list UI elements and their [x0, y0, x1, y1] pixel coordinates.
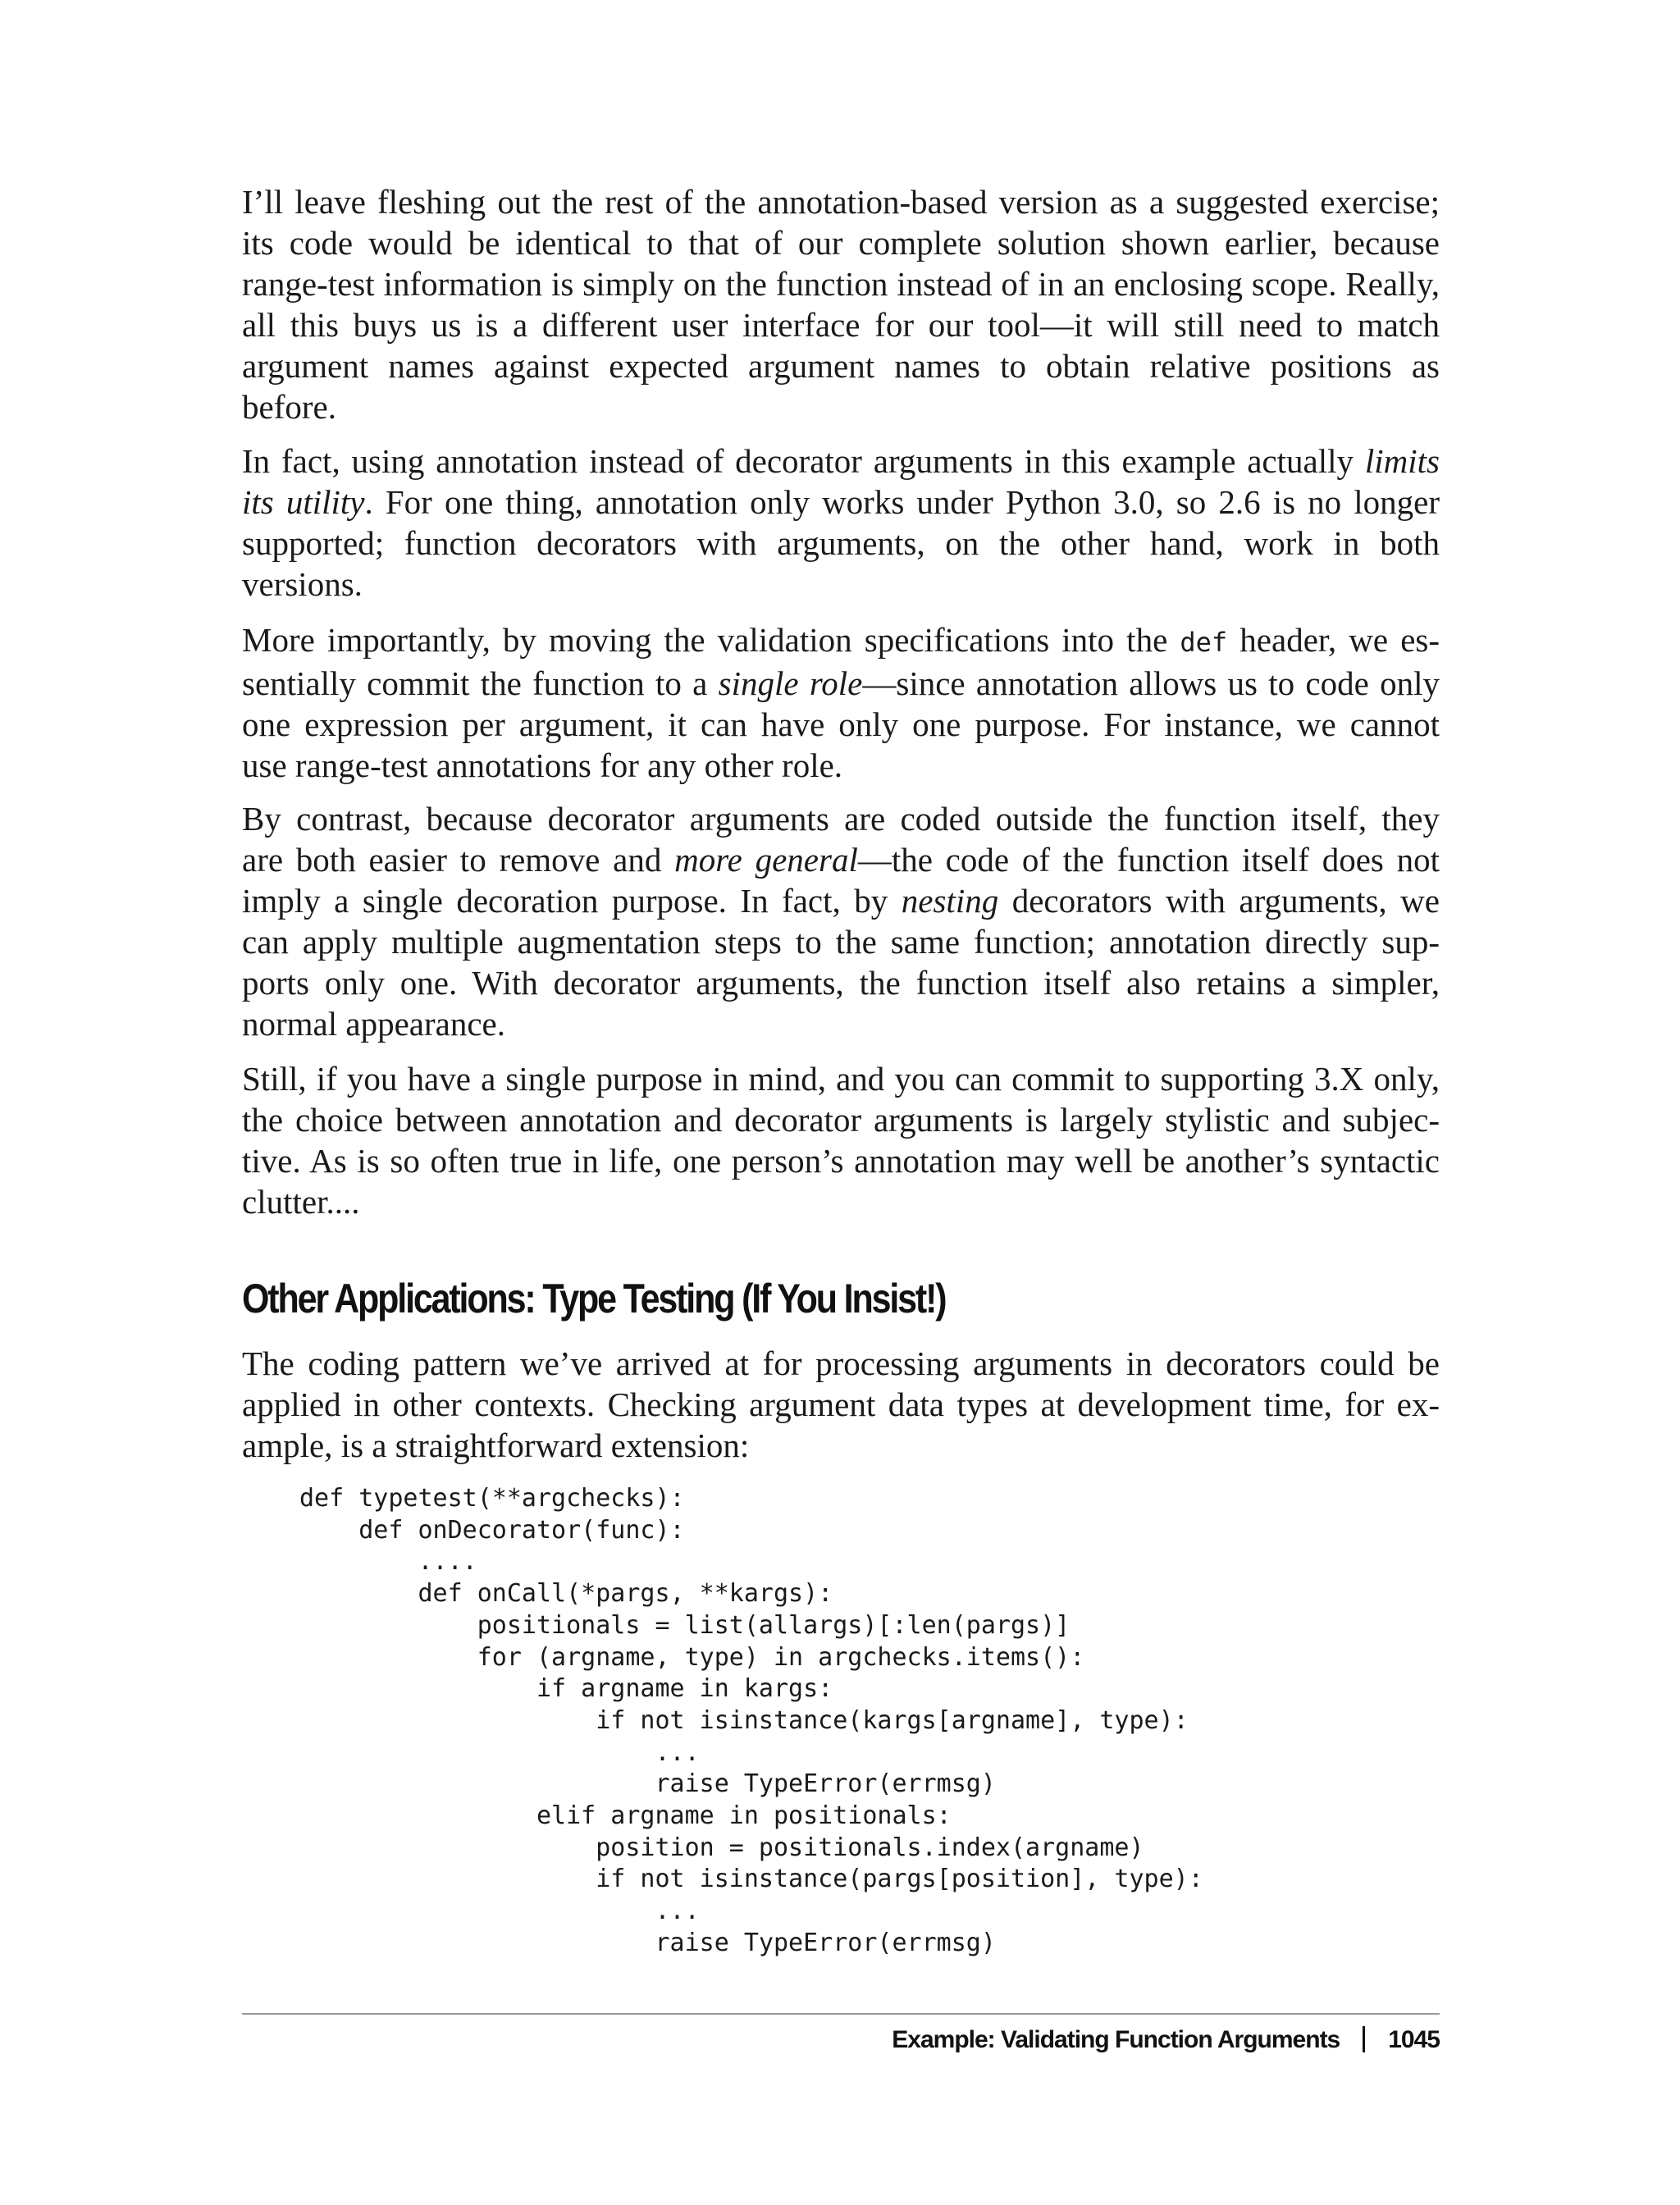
text-line: [242, 663, 1440, 704]
text-line: supported; function decorators with arguments, on the other hand, work in both: [242, 524, 1440, 562]
intro-paragraph: [242, 1343, 1440, 1466]
paragraph-3: [242, 619, 1440, 786]
running-section-title: Example: Validating Function Arguments: [892, 2026, 1340, 2053]
text-line: [242, 441, 1440, 482]
footer-rule: [242, 2013, 1440, 2015]
text-run: imply a single decoration purpose. In fact, by: [242, 882, 902, 920]
text-run: decorators with arguments, we: [998, 882, 1440, 920]
text-line: argument names against expected argument names to obtain relative positions as: [242, 347, 1440, 385]
text-line: range-test information is simply on the function instead of in an enclosing scope. Really,: [242, 265, 1440, 303]
emphasis-text: limits: [1364, 442, 1440, 480]
text-line: [242, 880, 1440, 921]
inline-code: def: [1180, 627, 1228, 658]
text-line: its code would be identical to that of our complete solution shown earlier, because: [242, 224, 1440, 262]
page-footer: [892, 2024, 1440, 2057]
code-line: elif argname in positionals:: [299, 1801, 952, 1831]
text-line: The coding pattern we’ve arrived at for processing arguments in decorators could be: [242, 1344, 1440, 1382]
section-heading: Other Applications: Type Testing (If You Insist!): [242, 1276, 946, 1322]
code-line: if not isinstance(pargs[position], type):: [299, 1865, 1203, 1894]
emphasis-text: its utility: [242, 483, 365, 521]
code-line: if argname in kargs:: [299, 1674, 833, 1704]
code-line: position = positionals.index(argname): [299, 1833, 1144, 1862]
text-line: [242, 839, 1440, 880]
text-run: In fact, using annotation instead of decorator arguments in this example actually: [242, 442, 1365, 480]
code-line: def typetest(**argchecks):: [299, 1484, 685, 1513]
code-line: ...: [299, 1897, 700, 1926]
text-line: ample, is a straightforward extension:: [242, 1427, 750, 1464]
text-line: [242, 619, 1440, 663]
code-line: ....: [299, 1547, 477, 1577]
text-run: are both easier to remove and: [242, 841, 675, 879]
text-line: I’ll leave fleshing out the rest of the annotation-based version as a suggested exercise;: [242, 183, 1440, 221]
text-run: More importantly, by moving the validation specifications into the: [242, 621, 1180, 659]
text-line: [242, 482, 1440, 523]
text-run: . For one thing, annotation only works under Python 3.0, so 2.6 is no longer: [364, 483, 1440, 521]
paragraph-2: [242, 441, 1440, 605]
paragraph-5: [242, 1058, 1440, 1222]
text-line: before.: [242, 388, 336, 426]
emphasis-text: nesting: [901, 882, 999, 920]
code-listing: [299, 1483, 1203, 1960]
text-line: normal appearance.: [242, 1005, 505, 1043]
text-line: all this buys us is a different user interface for our tool—it will still need to match: [242, 306, 1440, 344]
footer-separator: [1363, 2026, 1365, 2052]
code-line: positionals = list(allargs)[:len(pargs)]: [299, 1610, 1071, 1640]
code-line: raise TypeError(errmsg): [299, 1769, 996, 1799]
text-line: can apply multiple augmentation steps to the same function; annotation directly sup-: [242, 923, 1440, 961]
text-run: sentially commit the function to a: [242, 664, 719, 702]
text-line: By contrast, because decorator arguments are coded outside the function itself, they: [242, 800, 1440, 838]
code-line: ...: [299, 1737, 700, 1767]
paragraph-1: [242, 181, 1440, 427]
text-line: ports only one. With decorator arguments, the function itself also retains a simpler,: [242, 964, 1440, 1002]
text-line: the choice between annotation and decorator arguments is largely stylistic and subjec-: [242, 1101, 1440, 1139]
text-run: —the code of the function itself does not: [857, 841, 1440, 879]
text-line: clutter....: [242, 1183, 360, 1221]
text-line: Still, if you have a single purpose in mind, and you can commit to supporting 3.X only,: [242, 1060, 1440, 1098]
text-run: —since annotation allows us to code only: [862, 664, 1440, 702]
emphasis-text: single role: [718, 664, 863, 702]
page-number: 1045: [1388, 2026, 1440, 2053]
text-line: tive. As is so often true in life, one person’s annotation may well be another’s syntactic: [242, 1142, 1440, 1180]
emphasis-text: more general: [674, 841, 858, 879]
text-line: one expression per argument, it can have only one purpose. For instance, we cannot: [242, 705, 1440, 743]
paragraph-4: [242, 798, 1440, 1044]
text-line: use range-test annotations for any other role.: [242, 746, 843, 784]
code-line: def onCall(*pargs, **kargs):: [299, 1579, 833, 1609]
code-line: def onDecorator(func):: [299, 1515, 685, 1545]
code-line: if not isinstance(kargs[argname], type):: [299, 1705, 1189, 1735]
code-line: for (argname, type) in argchecks.items():: [299, 1642, 1085, 1672]
text-run: header, we es-: [1227, 621, 1440, 659]
code-line: raise TypeError(errmsg): [299, 1928, 996, 1957]
text-line: applied in other contexts. Checking argument data types at development time, for ex-: [242, 1386, 1440, 1423]
text-line: versions.: [242, 565, 363, 603]
